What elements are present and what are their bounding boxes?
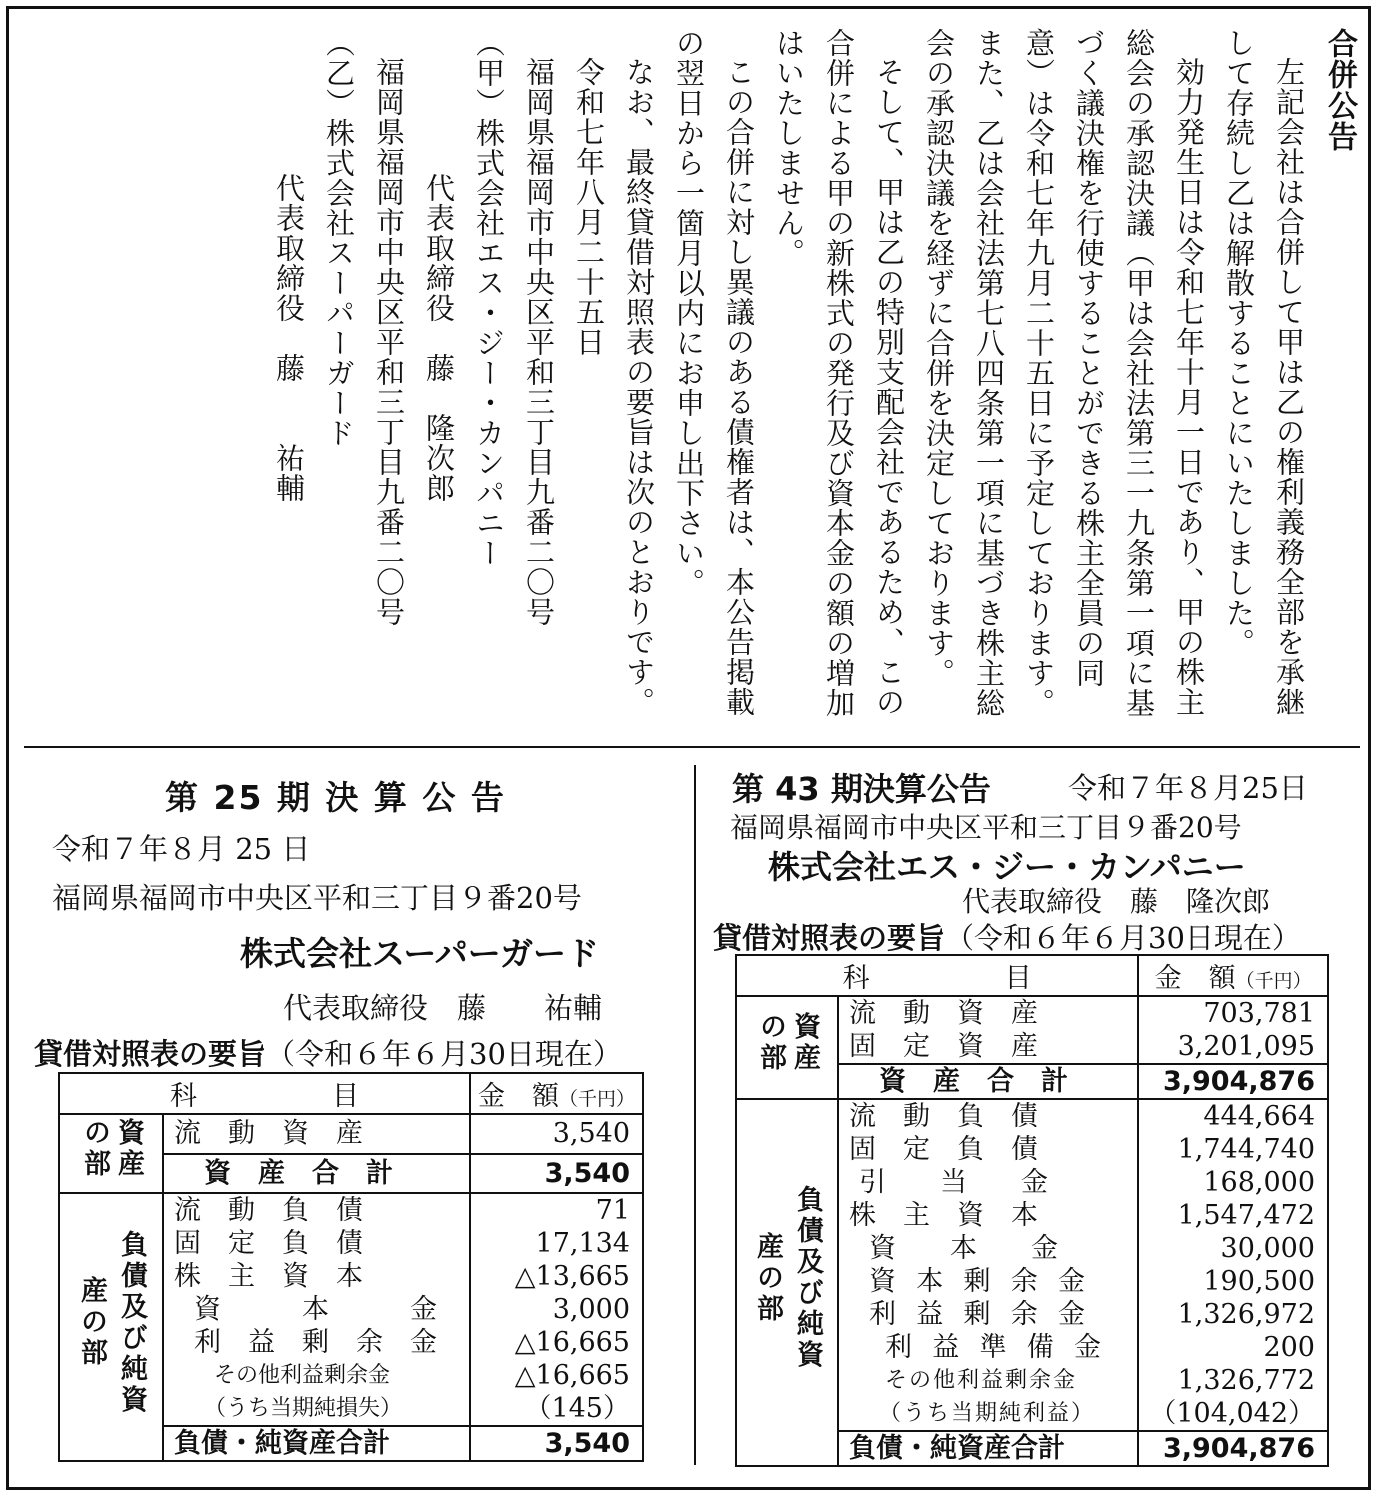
merger-paragraph-3: そして、甲は乙の特別支配会社であるため、この合併による甲の新株式の発行及び資本金の額の増加はいたしません。 bbox=[772, 28, 906, 718]
left-bs-heading bbox=[34, 1032, 622, 1073]
party-a-rep-name: 藤 隆次郎 bbox=[422, 353, 456, 503]
merger-notice bbox=[24, 28, 1364, 728]
assets-total-number: 3,904,876 bbox=[1162, 1066, 1315, 1097]
assets-category bbox=[59, 1114, 163, 1193]
liability-value: 1,547,472 bbox=[1177, 1200, 1315, 1231]
merger-paragraph-2: 効力発生日は令和七年十月一日であり、甲の株主総会の承認決議（甲は会社法第三一九条第一項に基づく議決権を行使することができる株主全員の同意）は令和七年九月二十五日に予定しております。また、乙は会社法第七八四条第一項に基づき株主総会の承認決議を経ずに合併を決定しております。 bbox=[922, 28, 1206, 718]
header-amount-label: 金 額 bbox=[477, 1081, 559, 1112]
header-item: 科 目 bbox=[736, 955, 1138, 996]
liability-label: 株 主 資 本 bbox=[849, 1200, 1038, 1231]
right-balance-sheet bbox=[735, 954, 1329, 1467]
liability-label: 利益準備金 bbox=[885, 1332, 1122, 1363]
assets-row bbox=[736, 996, 1328, 1064]
liab-total-value bbox=[470, 1426, 643, 1461]
liability-label: 固 定 負 債 bbox=[174, 1228, 363, 1259]
liability-value: 30,000 bbox=[1220, 1233, 1315, 1264]
liability-label: 資 本 金 bbox=[194, 1294, 437, 1325]
header-unit: （千円） bbox=[1235, 970, 1312, 992]
right-address: 福岡県福岡市中央区平和三丁目９番20号 bbox=[730, 811, 1242, 844]
liability-value: 200 bbox=[1263, 1332, 1315, 1363]
section-divider-horizontal bbox=[24, 746, 1360, 748]
liability-label: 引 当 金 bbox=[859, 1167, 1048, 1198]
liability-value: 1,326,972 bbox=[1177, 1299, 1315, 1330]
liability-label: その他利益剰余金 bbox=[214, 1363, 391, 1388]
left-date: 令和７年８月 25 日 bbox=[52, 832, 311, 866]
liab-total-text: 負債・純資産合計 bbox=[174, 1428, 390, 1459]
party-a-company: （甲）株式会社エス・ジー・カンパニー bbox=[472, 28, 506, 568]
assets-category-label: 資産の部 bbox=[79, 1118, 144, 1180]
header-amount bbox=[470, 1073, 643, 1114]
asset-value: 3,201,095 bbox=[1177, 1031, 1315, 1062]
party-b-company: （乙）株式会社スーパーガード bbox=[322, 28, 356, 448]
assets-category-label: 資産の部 bbox=[755, 1012, 820, 1074]
liability-label: （うち当期純利益） bbox=[879, 1401, 1096, 1426]
asset-label: 流 動 資 産 bbox=[174, 1118, 363, 1150]
header-amount bbox=[1138, 955, 1328, 996]
liability-value: 190,500 bbox=[1203, 1266, 1315, 1297]
liab-total-number: 3,540 bbox=[544, 1428, 630, 1459]
left-title: 第 25 期 決 算 公 告 bbox=[165, 778, 506, 817]
party-b-representative bbox=[264, 28, 314, 728]
asset-value: 3,540 bbox=[552, 1118, 630, 1150]
liabilities-values bbox=[470, 1193, 643, 1426]
party-b-rep-title: 代表取締役 bbox=[272, 173, 306, 323]
liab-total-label bbox=[163, 1426, 470, 1461]
assets-values bbox=[1138, 996, 1328, 1064]
party-b-rep-name: 藤 祐輔 bbox=[272, 353, 306, 503]
asset-value: 703,781 bbox=[1203, 998, 1315, 1029]
liability-label: 利 益 剰 余 金 bbox=[194, 1327, 437, 1358]
liability-value: 444,664 bbox=[1203, 1101, 1315, 1132]
merger-paragraph-4: この合併に対し異議のある債権者は、本公告掲載の翌日から一箇月以内にお申し出下さい。 bbox=[672, 28, 756, 717]
liabilities-category-label: 負債及び純資産の部 bbox=[76, 1229, 147, 1416]
assets-values bbox=[470, 1114, 643, 1154]
table-header-row bbox=[736, 955, 1328, 996]
liab-total-number: 3,904,876 bbox=[1162, 1433, 1315, 1464]
liability-value: （145） bbox=[524, 1393, 630, 1424]
liab-total-value bbox=[1138, 1431, 1328, 1466]
liability-value: 168,000 bbox=[1203, 1167, 1315, 1198]
liability-value: △16,665 bbox=[514, 1360, 630, 1391]
merger-paragraph-5: なお、最終貸借対照表の要旨は次のとおりです。 bbox=[622, 57, 656, 717]
liability-label: 流 動 負 債 bbox=[174, 1195, 363, 1226]
left-bs-date: （令和６年６月30日現在） bbox=[266, 1037, 622, 1071]
merger-title: 合併公告 bbox=[1322, 28, 1357, 152]
merger-date: 令和七年八月二十五日 bbox=[572, 57, 606, 357]
liability-label: 固 定 負 債 bbox=[849, 1134, 1038, 1165]
assets-total-label bbox=[163, 1154, 470, 1194]
liability-value: 1,326,772 bbox=[1177, 1365, 1315, 1396]
right-bs-date: （令和６年６月30日現在） bbox=[945, 921, 1301, 955]
header-unit: （千円） bbox=[558, 1088, 635, 1110]
liabilities-items bbox=[163, 1193, 470, 1426]
header-amount-label: 金 額 bbox=[1154, 963, 1236, 994]
right-bs-title: 貸借対照表の要旨 bbox=[713, 921, 946, 955]
right-company: 株式会社エス・ジー・カンパニー bbox=[768, 848, 1246, 886]
liabilities-values bbox=[1138, 1099, 1328, 1431]
party-a-representative bbox=[414, 28, 464, 728]
liability-value: （104,042） bbox=[1149, 1398, 1315, 1429]
right-representative: 代表取締役 藤 隆次郎 bbox=[962, 885, 1271, 918]
assets-total-text: 資 産 合 計 bbox=[879, 1066, 1068, 1097]
assets-items bbox=[163, 1114, 470, 1154]
assets-row bbox=[59, 1114, 643, 1154]
asset-label: 流 動 資 産 bbox=[849, 998, 1038, 1029]
section-divider-vertical bbox=[694, 765, 696, 1465]
left-bs-title: 貸借対照表の要旨 bbox=[34, 1037, 267, 1071]
liab-total-label bbox=[838, 1431, 1138, 1466]
left-representative: 代表取締役 藤 祐輔 bbox=[283, 991, 603, 1025]
assets-total-label bbox=[838, 1064, 1138, 1099]
assets-total-text: 資 産 合 計 bbox=[204, 1157, 393, 1189]
liability-value: △13,665 bbox=[514, 1261, 630, 1292]
liabilities-row bbox=[736, 1099, 1328, 1431]
liabilities-category-label: 負債及び純資産の部 bbox=[752, 1185, 823, 1371]
table-header-row bbox=[59, 1073, 643, 1114]
liability-label: 利益剰余金 bbox=[869, 1299, 1106, 1330]
left-balance-sheet bbox=[58, 1072, 644, 1462]
assets-items bbox=[838, 996, 1138, 1064]
liability-label: その他利益剰余金 bbox=[885, 1368, 1078, 1393]
party-a-rep-title: 代表取締役 bbox=[422, 173, 456, 323]
header-item: 科 目 bbox=[59, 1073, 470, 1114]
merger-address-b: 福岡県福岡市中央区平和三丁目九番二〇号 bbox=[372, 57, 406, 627]
liabilities-items bbox=[838, 1099, 1138, 1431]
liability-label: 資本剰余金 bbox=[869, 1266, 1106, 1297]
right-date: 令和７年８月25日 bbox=[1068, 771, 1308, 805]
right-bs-heading bbox=[713, 916, 1301, 957]
liability-value: 17,134 bbox=[535, 1228, 630, 1259]
liability-label: （うち当期純損失） bbox=[204, 1396, 403, 1421]
liability-value: 3,000 bbox=[552, 1294, 630, 1325]
assets-category bbox=[736, 996, 838, 1099]
liability-label: 株 主 資 本 bbox=[174, 1261, 363, 1292]
liability-label: 流 動 負 債 bbox=[849, 1101, 1038, 1132]
assets-total-value bbox=[1138, 1064, 1328, 1099]
left-address: 福岡県福岡市中央区平和三丁目９番20号 bbox=[52, 881, 582, 915]
asset-label: 固 定 資 産 bbox=[849, 1031, 1038, 1062]
merger-paragraph-1: 左記会社は合併して甲は乙の権利義務全部を承継して存続し乙は解散することにいたしました。 bbox=[1222, 28, 1306, 717]
liabilities-category bbox=[736, 1099, 838, 1466]
right-title: 第 43 期決算公告 bbox=[732, 770, 991, 808]
liabilities-category bbox=[59, 1193, 163, 1461]
liability-value: 71 bbox=[595, 1195, 630, 1226]
merger-address: 福岡県福岡市中央区平和三丁目九番二〇号 bbox=[522, 57, 556, 627]
assets-total-value bbox=[470, 1154, 643, 1194]
liability-value: △16,665 bbox=[514, 1327, 630, 1358]
liab-total-text: 負債・純資産合計 bbox=[849, 1433, 1065, 1464]
liability-label: 資 本 金 bbox=[869, 1233, 1058, 1264]
left-company: 株式会社スーパーガード bbox=[240, 934, 600, 973]
assets-total-number: 3,540 bbox=[544, 1157, 630, 1189]
liability-value: 1,744,740 bbox=[1177, 1134, 1315, 1165]
liabilities-row bbox=[59, 1193, 643, 1426]
